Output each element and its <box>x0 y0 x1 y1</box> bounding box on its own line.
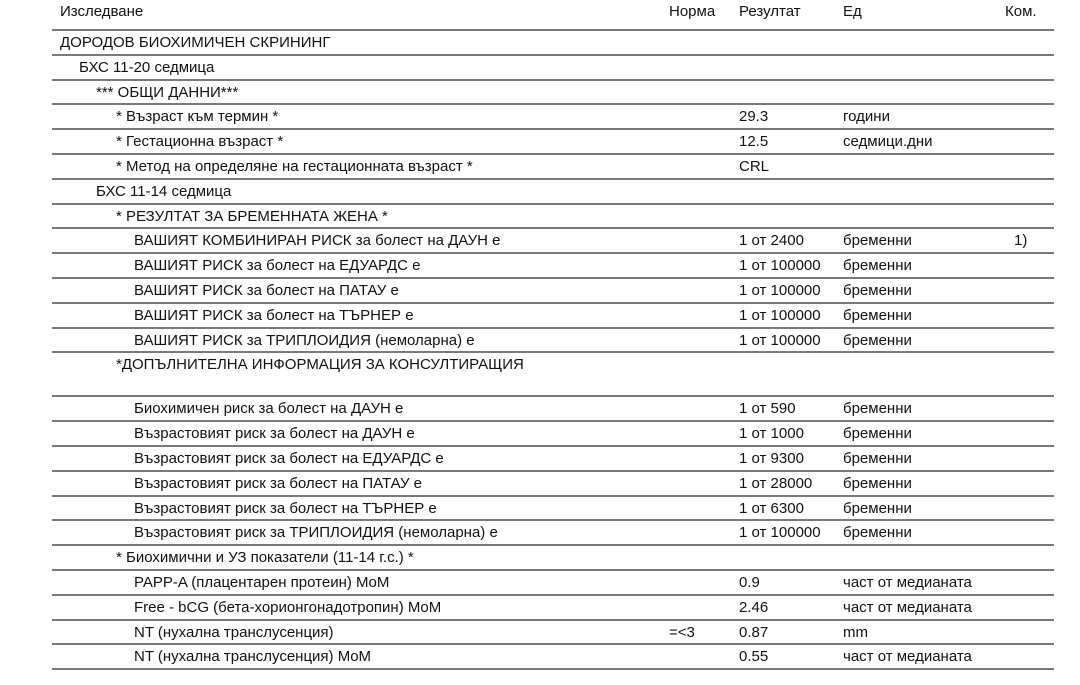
unit-value: бременни <box>843 281 912 299</box>
table-row <box>52 56 1054 81</box>
result-value: 0.55 <box>739 648 769 666</box>
table-row <box>52 546 1054 571</box>
test-name: Free - bCG (бета-хорионгонадотропин) MoM <box>134 598 442 616</box>
table-row <box>52 472 1054 497</box>
unit-value: бременни <box>843 331 912 349</box>
result-value: 1 от 100000 <box>739 331 821 349</box>
result-value: 1 от 100000 <box>739 281 821 299</box>
unit-value: mm <box>843 623 868 641</box>
unit-value: седмици.дни <box>843 133 933 151</box>
norma-value: =<3 <box>669 623 695 641</box>
test-name: ВАШИЯТ РИСК за болест на ПАТАУ е <box>134 281 399 299</box>
table-row <box>52 397 1054 422</box>
unit-value: бременни <box>843 400 912 418</box>
test-name: *** ОБЩИ ДАННИ*** <box>96 83 239 101</box>
test-name: NT (нухална транслусенция) <box>134 623 334 641</box>
results-table <box>52 29 1054 670</box>
result-value: 1 от 100000 <box>739 524 821 542</box>
column-header-test: Изследване <box>60 3 144 20</box>
result-value: 1 от 100000 <box>739 257 821 275</box>
test-name: Възрастовият риск за болест на ТЪРНЕР е <box>134 499 437 517</box>
table-row <box>52 329 1054 354</box>
result-value: 1 от 9300 <box>739 449 804 467</box>
result-value: 1 от 590 <box>739 400 796 418</box>
result-value: 2.46 <box>739 598 769 616</box>
test-name: PAPP-A (плацентарен протеин) MoM <box>134 573 390 591</box>
test-name: *ДОПЪЛНИТЕЛНА ИНФОРМАЦИЯ ЗА КОНСУЛТИРАЩИЯ <box>116 356 524 374</box>
unit-value: бременни <box>843 232 912 250</box>
table-row <box>52 645 1054 670</box>
unit-value: част от медианата <box>843 573 972 591</box>
column-header-comment: Ком. <box>1005 3 1037 20</box>
result-value: 0.87 <box>739 623 769 641</box>
test-name: БХС 11-20 седмица <box>79 58 215 76</box>
unit-value: години <box>843 108 890 126</box>
test-name: Възрастовият риск за болест на ЕДУАРДС е <box>134 449 444 467</box>
table-row <box>52 105 1054 130</box>
table-row <box>52 254 1054 279</box>
result-value: 1 от 100000 <box>739 306 821 324</box>
unit-value: бременни <box>843 524 912 542</box>
table-row <box>52 279 1054 304</box>
test-name: ВАШИЯТ КОМБИНИРАН РИСК за болест на ДАУН е <box>134 232 501 250</box>
comment-value: 1) <box>1014 232 1028 250</box>
result-value: 1 от 6300 <box>739 499 804 517</box>
result-value: 1 от 1000 <box>739 425 804 443</box>
test-name: Биохимичен риск за болест на ДАУН е <box>134 400 404 418</box>
table-row <box>52 155 1054 180</box>
table-row <box>52 596 1054 621</box>
result-value: 12.5 <box>739 133 769 151</box>
test-name: ВАШИЯТ РИСК за болест на ТЪРНЕР е <box>134 306 414 324</box>
test-name: БХС 11-14 седмица <box>96 182 232 200</box>
table-row <box>52 497 1054 522</box>
test-name: ВАШИЯТ РИСК за ТРИПЛОИДИЯ (немоларна) е <box>134 331 475 349</box>
column-header-result: Резултат <box>739 3 801 20</box>
result-value: 29.3 <box>739 108 769 126</box>
table-row <box>52 229 1054 254</box>
test-name: NT (нухална транслусенция) MoM <box>134 648 372 666</box>
result-value: 1 от 2400 <box>739 232 804 250</box>
test-name: Възрастовият риск за болест на ПАТАУ е <box>134 474 423 492</box>
test-name: Възрастовият риск за болест на ДАУН е <box>134 425 415 443</box>
table-row <box>52 521 1054 546</box>
column-header-norma: Норма <box>669 3 716 20</box>
test-name: * Биохимични и УЗ показатели (11-14 г.с.) * <box>116 549 414 567</box>
table-row <box>52 621 1054 646</box>
table-row <box>52 180 1054 205</box>
test-name: ДОРОДОВ БИОХИМИЧЕН СКРИНИНГ <box>60 34 331 51</box>
table-row <box>52 447 1054 472</box>
table-row <box>52 571 1054 596</box>
table-row <box>52 130 1054 155</box>
table-row <box>52 205 1054 230</box>
table-row <box>52 304 1054 329</box>
unit-value: бременни <box>843 449 912 467</box>
table-row <box>52 353 1054 397</box>
table-row <box>52 31 1054 56</box>
test-name: * Метод на определяне на гестационната възраст * <box>116 157 473 175</box>
table-row <box>52 81 1054 106</box>
column-header-unit: Ед <box>843 3 862 20</box>
unit-value: част от медианата <box>843 648 972 666</box>
test-name: * Гестационна възраст * <box>116 133 284 151</box>
result-value: 1 от 28000 <box>739 474 813 492</box>
test-name: ВАШИЯТ РИСК за болест на ЕДУАРДС е <box>134 257 421 275</box>
unit-value: бременни <box>843 306 912 324</box>
unit-value: част от медианата <box>843 598 972 616</box>
test-name: * Възраст към термин * <box>116 108 279 126</box>
unit-value: бременни <box>843 257 912 275</box>
test-name: * РЕЗУЛТАТ ЗА БРЕМЕННАТА ЖЕНА * <box>116 207 388 225</box>
table-row <box>52 422 1054 447</box>
unit-value: бременни <box>843 425 912 443</box>
result-value: CRL <box>739 157 770 175</box>
unit-value: бременни <box>843 499 912 517</box>
unit-value: бременни <box>843 474 912 492</box>
test-name: Възрастовият риск за ТРИПЛОИДИЯ (немоларна) е <box>134 524 498 542</box>
result-value: 0.9 <box>739 573 760 591</box>
